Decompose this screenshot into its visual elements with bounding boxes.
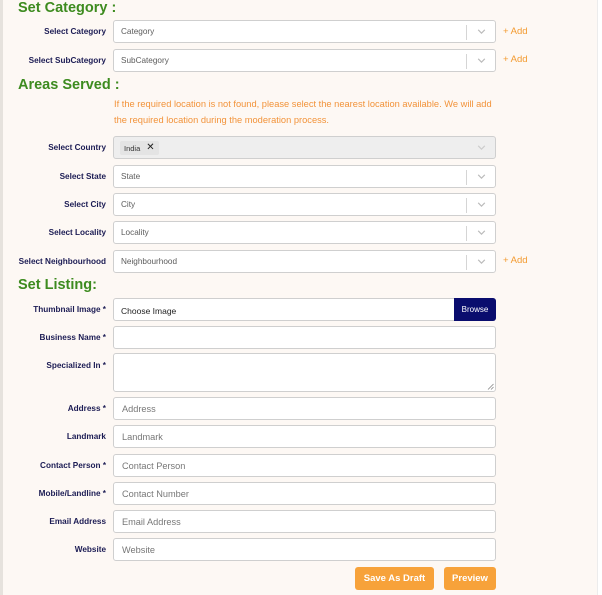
state-value: State bbox=[121, 172, 141, 181]
mobile-label: Mobile/Landline * bbox=[38, 489, 106, 498]
thumbnail-file-input[interactable] bbox=[113, 298, 496, 321]
category-select[interactable] bbox=[113, 20, 496, 43]
email-placeholder: Email Address bbox=[122, 517, 181, 527]
address-label: Address * bbox=[67, 404, 106, 413]
city-value: City bbox=[121, 200, 136, 209]
contact-person-input[interactable] bbox=[113, 454, 496, 477]
country-tag bbox=[120, 141, 159, 155]
section-heading-areas: Areas Served : bbox=[18, 77, 120, 93]
email-input[interactable] bbox=[113, 510, 496, 533]
locality-select[interactable] bbox=[113, 221, 496, 244]
section-heading-category: Set Category : bbox=[18, 0, 117, 16]
browse-button[interactable]: Browse bbox=[454, 298, 496, 321]
specialized-textarea[interactable] bbox=[113, 353, 496, 392]
neighbourhood-select[interactable] bbox=[113, 250, 496, 273]
state-label: Select State bbox=[59, 172, 106, 181]
select-divider bbox=[466, 25, 467, 40]
chevron-down-icon bbox=[476, 227, 487, 238]
city-select[interactable] bbox=[113, 193, 496, 216]
city-label: Select City bbox=[64, 200, 106, 209]
chevron-down-icon bbox=[476, 55, 487, 66]
select-divider bbox=[466, 170, 467, 185]
contact-person-placeholder: Contact Person bbox=[122, 461, 186, 471]
landmark-label: Landmark bbox=[66, 432, 106, 441]
thumbnail-placeholder: Choose Image bbox=[121, 306, 177, 316]
country-label: Select Country bbox=[48, 143, 106, 152]
specialized-label: Specialized In * bbox=[46, 361, 106, 370]
business-name-input[interactable] bbox=[113, 326, 496, 349]
website-placeholder: Website bbox=[122, 545, 156, 555]
add-category-link[interactable]: + Add bbox=[503, 26, 528, 37]
add-subcategory-link[interactable]: + Add bbox=[503, 54, 528, 65]
address-placeholder: Address bbox=[122, 404, 156, 414]
neighbourhood-value: Neighbourhood bbox=[121, 257, 177, 266]
category-label: Select Category bbox=[44, 27, 106, 36]
locality-value: Locality bbox=[121, 228, 149, 237]
country-tag-label: India bbox=[124, 143, 141, 153]
add-neighbourhood-link[interactable]: + Add bbox=[503, 255, 528, 266]
select-divider bbox=[466, 226, 467, 241]
subcategory-label: Select SubCategory bbox=[28, 56, 106, 65]
select-divider bbox=[466, 255, 467, 270]
select-divider bbox=[466, 198, 467, 213]
select-divider bbox=[466, 54, 467, 69]
email-label: Email Address bbox=[49, 517, 106, 526]
chevron-down-icon bbox=[476, 171, 487, 182]
neighbourhood-label: Select Neighbourhood bbox=[18, 257, 106, 266]
close-icon[interactable]: ✕ bbox=[146, 142, 155, 153]
website-label: Website bbox=[74, 545, 106, 554]
mobile-input[interactable] bbox=[113, 482, 496, 505]
country-select[interactable] bbox=[113, 136, 496, 159]
section-heading-listing: Set Listing: bbox=[18, 277, 97, 293]
location-notice: If the required location is not found, please select the nearest location available. We will add the required location during the moderation process. bbox=[114, 99, 492, 125]
preview-button[interactable]: Preview bbox=[444, 567, 496, 590]
thumbnail-label: Thumbnail Image * bbox=[33, 305, 106, 314]
landmark-placeholder: Landmark bbox=[122, 432, 163, 442]
subcategory-value: SubCategory bbox=[121, 56, 169, 65]
chevron-down-icon bbox=[476, 26, 487, 37]
landmark-input[interactable] bbox=[113, 425, 496, 448]
address-input[interactable] bbox=[113, 397, 496, 420]
contact-person-label: Contact Person * bbox=[40, 461, 106, 470]
resize-grip-icon[interactable] bbox=[487, 383, 494, 390]
website-input[interactable] bbox=[113, 538, 496, 561]
chevron-down-icon bbox=[476, 199, 487, 210]
subcategory-select[interactable] bbox=[113, 49, 496, 72]
chevron-down-icon bbox=[476, 256, 487, 267]
mobile-placeholder: Contact Number bbox=[122, 489, 189, 499]
chevron-down-icon bbox=[476, 142, 487, 153]
business-name-label: Business Name * bbox=[39, 333, 106, 342]
state-select[interactable] bbox=[113, 165, 496, 188]
save-draft-button[interactable]: Save As Draft bbox=[355, 567, 434, 590]
locality-label: Select Locality bbox=[48, 228, 106, 237]
category-value: Category bbox=[121, 27, 155, 36]
